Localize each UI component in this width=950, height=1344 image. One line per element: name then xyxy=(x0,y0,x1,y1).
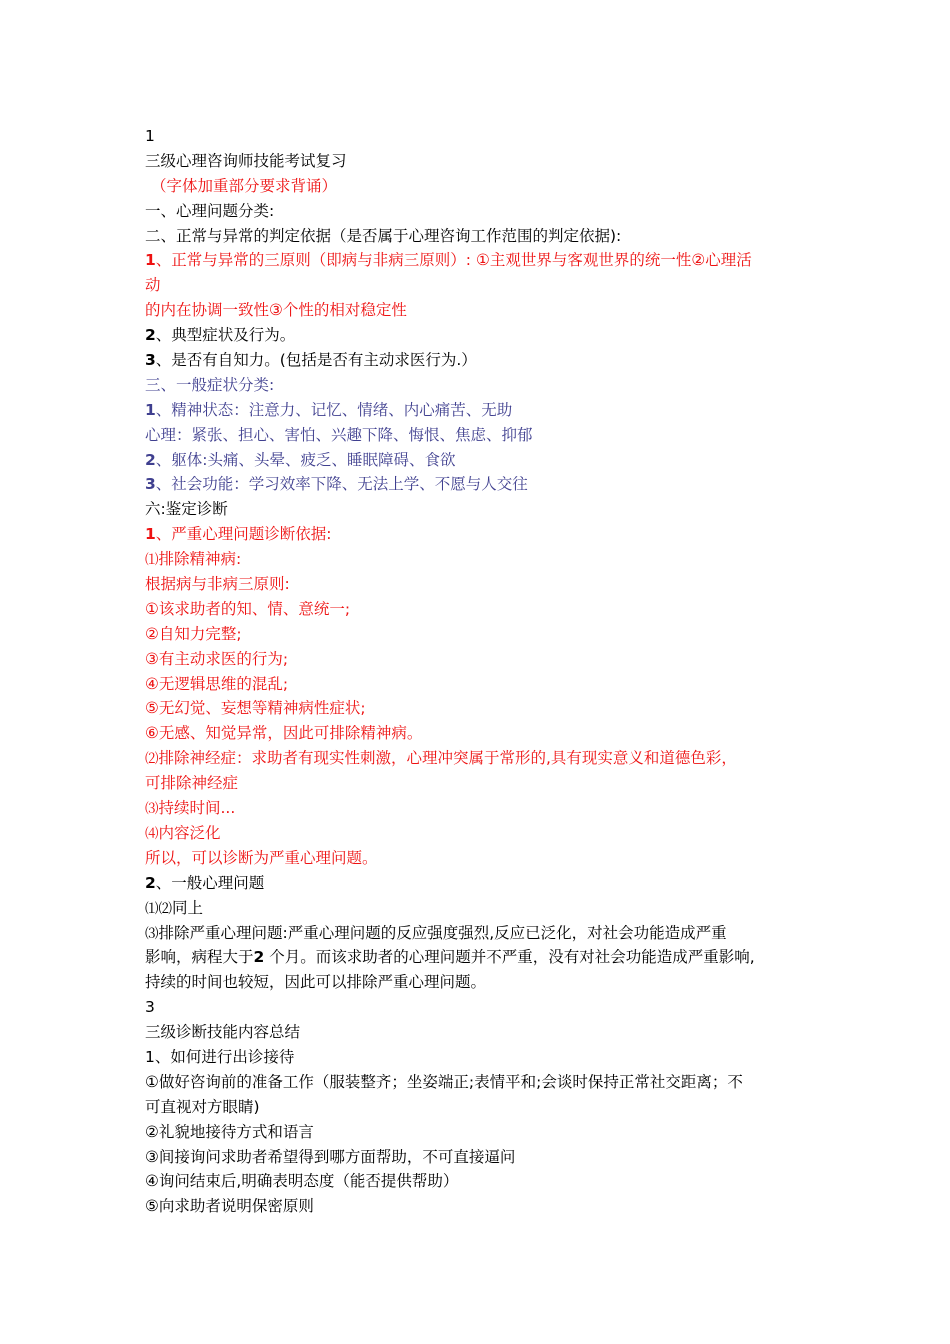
criteria-item-1-continuation-2: 的内在协调一致性③个性的相对稳定性 xyxy=(145,301,407,320)
page-number: 1 xyxy=(145,127,155,145)
step-text: 排除严重心理问题:严重心理问题的反应强度强烈,反应已泛化，对社会功能造成严重 xyxy=(158,923,727,942)
document-title: 三级心理咨询师技能考试复习 xyxy=(145,151,347,170)
reception-step-1: ①做好咨询前的准备工作（服装整齐；坐姿端正;表情平和;会谈时保持正常社交距离；不 xyxy=(145,1072,743,1091)
diagnosis2-step-b xyxy=(145,921,825,946)
diagnosis-step-c-continuation: 可排除神经症 xyxy=(145,774,239,793)
item-number: 3 xyxy=(145,475,156,494)
item-number: 1 xyxy=(145,525,156,544)
item-text: 、社会功能：学习效率下降、无法上学、不愿与人交往 xyxy=(155,475,528,494)
item-text: 、正常与异常的三原则（即病与非病三原则）: ①主观世界与客观世界的统一性②心理活 xyxy=(155,251,752,270)
item-text: 、躯体:头痛、头晕、疲乏、睡眠障碍、食欲 xyxy=(155,450,456,469)
item-number: 3 xyxy=(145,351,156,370)
step-text: 同上 xyxy=(172,898,204,917)
step-marker: ⑴ xyxy=(145,552,159,569)
symptom-item-2 xyxy=(145,448,825,473)
step-text: 排除神经症：求助者有现实性刺激，心理冲突属于常形的,具有现实意义和道德色彩， xyxy=(158,749,737,768)
diagnosis2-step-b-continuation-2: 持续的时间也较短，因此可以排除严重心理问题。 xyxy=(145,973,487,992)
section-heading-6: 六:鉴定诊断 xyxy=(145,500,228,519)
section-heading-3: 三、一般症状分类: xyxy=(145,375,275,394)
diagnosis2-step-b-continuation-1 xyxy=(145,945,825,970)
recitation-note: （字体加重部分要求背诵） xyxy=(151,176,338,195)
step-marker: ⑷ xyxy=(145,825,159,842)
page-number: 3 xyxy=(145,998,155,1017)
reception-step-1-continuation: 可直视对方眼睛) xyxy=(145,1097,260,1116)
reception-step-4: ④询问结束后,明确表明态度（能否提供帮助） xyxy=(145,1172,459,1191)
diagnosis-step-e xyxy=(145,821,825,846)
document-subtitle: 三级诊断技能内容总结 xyxy=(145,1023,301,1042)
step-marker: ⑶ xyxy=(145,801,159,818)
criteria-item-1 xyxy=(145,248,825,273)
item-text: 、严重心理问题诊断依据: xyxy=(155,525,332,544)
diagnosis-item-2 xyxy=(145,871,825,896)
symptom-item-1 xyxy=(145,398,825,423)
text-segment: 影响，病程大于 xyxy=(145,948,254,967)
step-marker: ⑴⑵ xyxy=(145,900,172,917)
duration-number: 2 xyxy=(253,948,265,967)
step-marker: ⑶ xyxy=(145,925,159,942)
item-text: 、一般心理问题 xyxy=(155,873,265,892)
item-number: 1 xyxy=(145,251,156,270)
item-text: 、精神状态：注意力、记忆、情绪、内心痛苦、无助 xyxy=(155,400,513,419)
reception-step-5: ⑤向求助者说明保密原则 xyxy=(145,1197,314,1216)
item-number: 2 xyxy=(145,873,156,892)
diagnosis-conclusion: 所以，可以诊断为严重心理问题。 xyxy=(145,848,378,867)
criterion-1: ①该求助者的知、情、意统一; xyxy=(145,599,351,618)
text-segment: 个月。而该求助者的心理问题并不严重，没有对社会功能造成严重影响, xyxy=(264,948,755,967)
question-heading-1: 1、如何进行出诊接待 xyxy=(145,1047,295,1066)
symptom-item-1-continuation: 心理：紧张、担心、害怕、兴趣下降、悔恨、焦虑、抑郁 xyxy=(145,425,533,444)
item-number: 1 xyxy=(145,400,156,419)
section-heading-2: 二、正常与异常的判定依据（是否属于心理咨询工作范围的判定依据): xyxy=(145,226,622,245)
criterion-5: ⑤无幻觉、妄想等精神病性症状; xyxy=(145,699,366,718)
criterion-6: ⑥无感、知觉异常，因此可排除精神病。 xyxy=(145,724,423,743)
criterion-4: ④无逻辑思维的混乱; xyxy=(145,674,289,693)
symptom-item-3 xyxy=(145,472,825,497)
criterion-3: ③有主动求医的行为; xyxy=(145,649,289,668)
criteria-item-3 xyxy=(145,348,825,373)
criterion-2: ②自知力完整; xyxy=(145,624,242,643)
item-number: 2 xyxy=(145,450,156,469)
step-text: 内容泛化 xyxy=(158,823,221,842)
item-text: 、典型症状及行为。 xyxy=(155,326,296,345)
item-number: 2 xyxy=(145,326,156,345)
diagnosis-item-1 xyxy=(145,522,825,547)
diagnosis-step-d xyxy=(145,796,825,821)
diagnosis-step-a xyxy=(145,547,825,572)
document-body xyxy=(145,124,825,1219)
item-text: 、是否有自知力。(包括是否有主动求医行为.） xyxy=(155,351,477,370)
reception-step-2: ②礼貌地接待方式和语言 xyxy=(145,1122,314,1141)
criteria-item-2 xyxy=(145,323,825,348)
reception-step-3: ③间接询问求助者希望得到哪方面帮助，不可直接逼问 xyxy=(145,1147,516,1166)
step-text: 排除精神病: xyxy=(158,550,242,569)
diagnosis-step-b: 根据病与非病三原则: xyxy=(145,575,290,594)
section-heading-1: 一、心理问题分类: xyxy=(145,201,275,220)
step-marker: ⑵ xyxy=(145,751,159,768)
step-text: 持续时间... xyxy=(158,799,236,818)
diagnosis-step-c xyxy=(145,746,825,771)
diagnosis2-step-a xyxy=(145,896,825,921)
criteria-item-1-continuation: 动 xyxy=(145,276,161,295)
